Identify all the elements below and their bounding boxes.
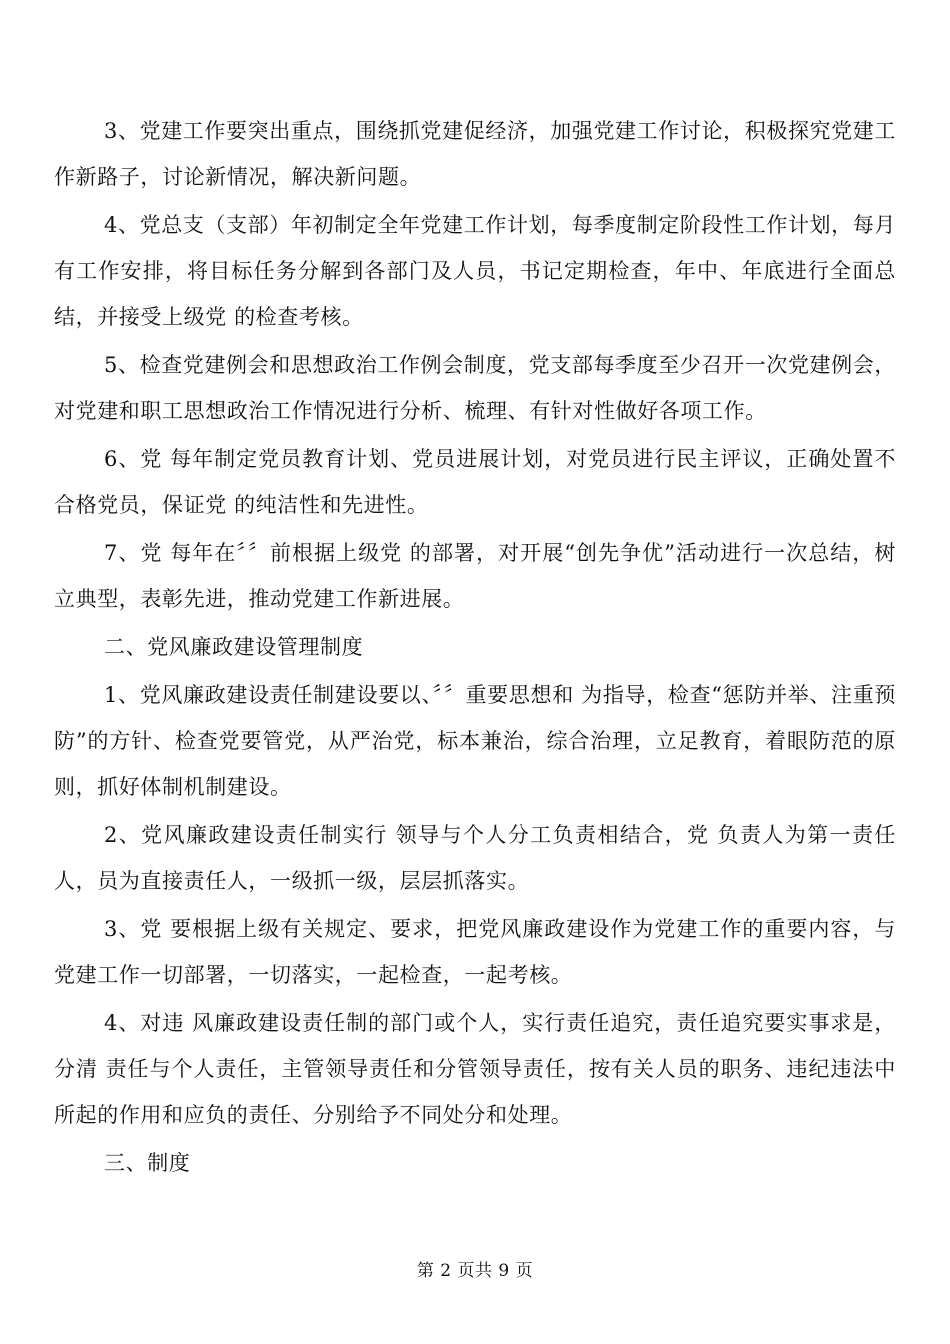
section2-paragraph-1: 1、党风廉政建设责任制建设要以、〞〞重要思想和 为指导，检查“惩防并举、注重预防”的方针、检查党要管党，从严治党，标本兼治，综合治理，立足教育，着眼防范的原则，抓好体制机制建设。 (54, 683, 896, 799)
section2-paragraph-2: 2、党风廉政建设责任制实行 领导与个人分工负责相结合，党 负责人为第一责任人，员为直接责任人，一级抓一级，层层抓落实。 (54, 823, 896, 893)
section-heading-3: 三、制度 (104, 1151, 191, 1175)
paragraph-3: 3、党建工作要突出重点，围绕抓党建促经济，加强党建工作讨论，积极探究党建工作新路子，讨论新情况，解决新问题。 (54, 119, 896, 189)
section-heading-2: 二、党风廉政建设管理制度 (104, 635, 364, 659)
paragraph-6: 6、党 每年制定党员教育计划、党员进展计划，对党员进行民主评议，正确处置不合格党员，保证党 的纯洁性和先进性。 (54, 447, 896, 517)
page-footer: 第 2 页共 9 页 (416, 1261, 534, 1281)
paragraph-5: 5、检查党建例会和思想政治工作例会制度，党支部每季度至少召开一次党建例会，对党建和职工思想政治工作情况进行分析、梳理、有针对性做好各项工作。 (54, 353, 896, 423)
paragraph-4: 4、党总支（支部）年初制定全年党建工作计划，每季度制定阶段性工作计划，每月有工作安排，将目标任务分解到各部门及人员，书记定期检查，年中、年底进行全面总结，并接受上级党 的检查考核。 (54, 213, 896, 329)
document-page (54, 108, 896, 1188)
paragraph-7: 7、党 每年在〞〞前根据上级党 的部署，对开展“创先争优”活动进行一次总结，树立典型，表彰先进，推动党建工作新进展。 (54, 541, 896, 611)
section2-paragraph-4: 4、对违 风廉政建设责任制的部门或个人，实行责任追究，责任追究要实事求是，分清 责任与个人责任，主管领导责任和分管领导责任，按有关人员的职务、违纪违法中所起的作用和应负的责任、分别给予不同处分和处理。 (54, 1011, 896, 1127)
section2-paragraph-3: 3、党 要根据上级有关规定、要求，把党风廉政建设作为党建工作的重要内容，与党建工作一切部署，一切落实，一起检查，一起考核。 (54, 917, 896, 987)
